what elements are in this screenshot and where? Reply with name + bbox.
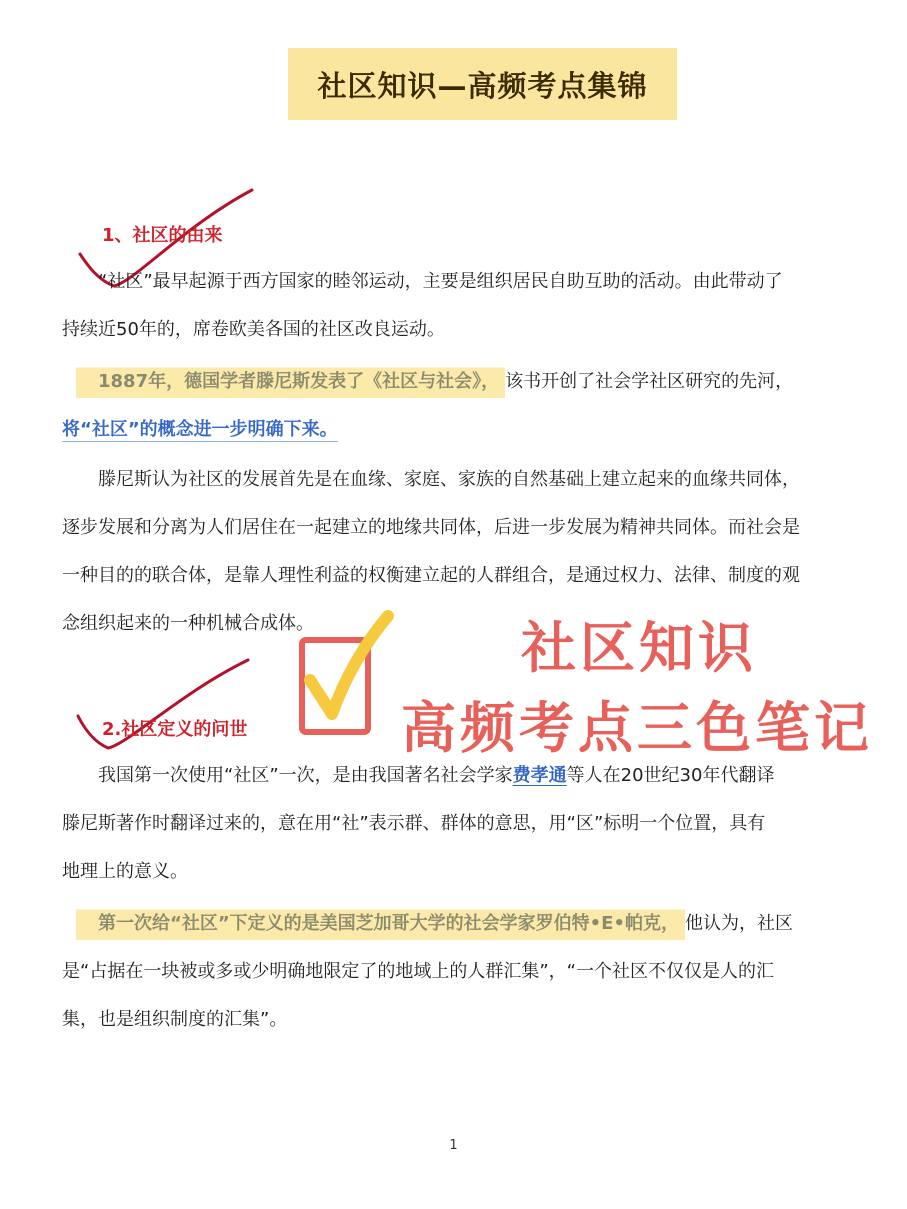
text-line: 逐步发展和分离为人们居住在一起建立的地缘共同体，后进一步发展为精神共同体。而社会是 — [62, 517, 800, 538]
section2-paragraph1 — [62, 752, 852, 896]
section1-paragraph2 — [62, 358, 852, 454]
text-line: “社区”最早起源于西方国家的睦邻运动，主要是组织居民自助互助的活动。由此带动了 — [98, 271, 783, 292]
text-line: 地理上的意义。 — [62, 861, 188, 882]
highlighted-text: 第一次给“社区”下定义的是美国芝加哥大学的社会学家罗伯特•E•帕克， — [76, 905, 685, 942]
emphasized-text: 将“社区”的概念进一步明确下来。 — [62, 419, 338, 440]
page-title: 社区知识—高频考点集锦 — [317, 68, 648, 103]
body-text: 我国第一次使用“社区”一次，是由我国著名社会学家 — [98, 765, 513, 786]
highlighted-text: 1887年，德国学者滕尼斯发表了《社区与社会》， — [76, 363, 505, 400]
title-banner — [288, 48, 677, 120]
section1-heading: 1、社区的由来 — [102, 225, 223, 246]
text-line — [62, 406, 852, 454]
section1-paragraph1 — [62, 258, 852, 354]
text-line: 持续近50年的，席卷欧美各国的社区改良运动。 — [62, 319, 445, 340]
text-line — [62, 358, 852, 406]
body-text: 该书开创了社会学社区研究的先河， — [505, 371, 794, 392]
body-text: 他认为，社区 — [684, 913, 793, 934]
text-line: 滕尼斯著作时翻译过来的，意在用“社”表示群、群体的意思，用“区”标明一个位置，具有 — [62, 813, 766, 834]
overlay-title-line1: 社区知识 — [520, 616, 757, 680]
text-line: 是“占据在一块被或多或少明确地限定了的地域上的人群汇集”，“一个社区不仅仅是人的汇 — [62, 961, 774, 982]
body-text: 等人在20世纪30年代翻译 — [566, 765, 775, 786]
text-line: 集，也是组织制度的汇集”。 — [62, 1009, 288, 1030]
page-number: 1 — [449, 1138, 458, 1153]
text-line: 一种目的的联合体，是靠人理性利益的权衡建立起的人群组合，是通过权力、法律、制度的观 — [62, 565, 800, 586]
overlay-title-line2: 高频考点三色笔记 — [400, 696, 873, 760]
text-line — [62, 900, 852, 948]
section2-heading: 2.社区定义的问世 — [102, 719, 248, 740]
text-line: 念组织起来的一种机械合成体。 — [62, 613, 314, 634]
highlighted-name: 费孝通 — [512, 765, 567, 786]
text-line: 滕尼斯认为社区的发展首先是在血缘、家庭、家族的自然基础上建立起来的血缘共同体， — [98, 469, 800, 490]
section2-paragraph2 — [62, 900, 852, 1044]
